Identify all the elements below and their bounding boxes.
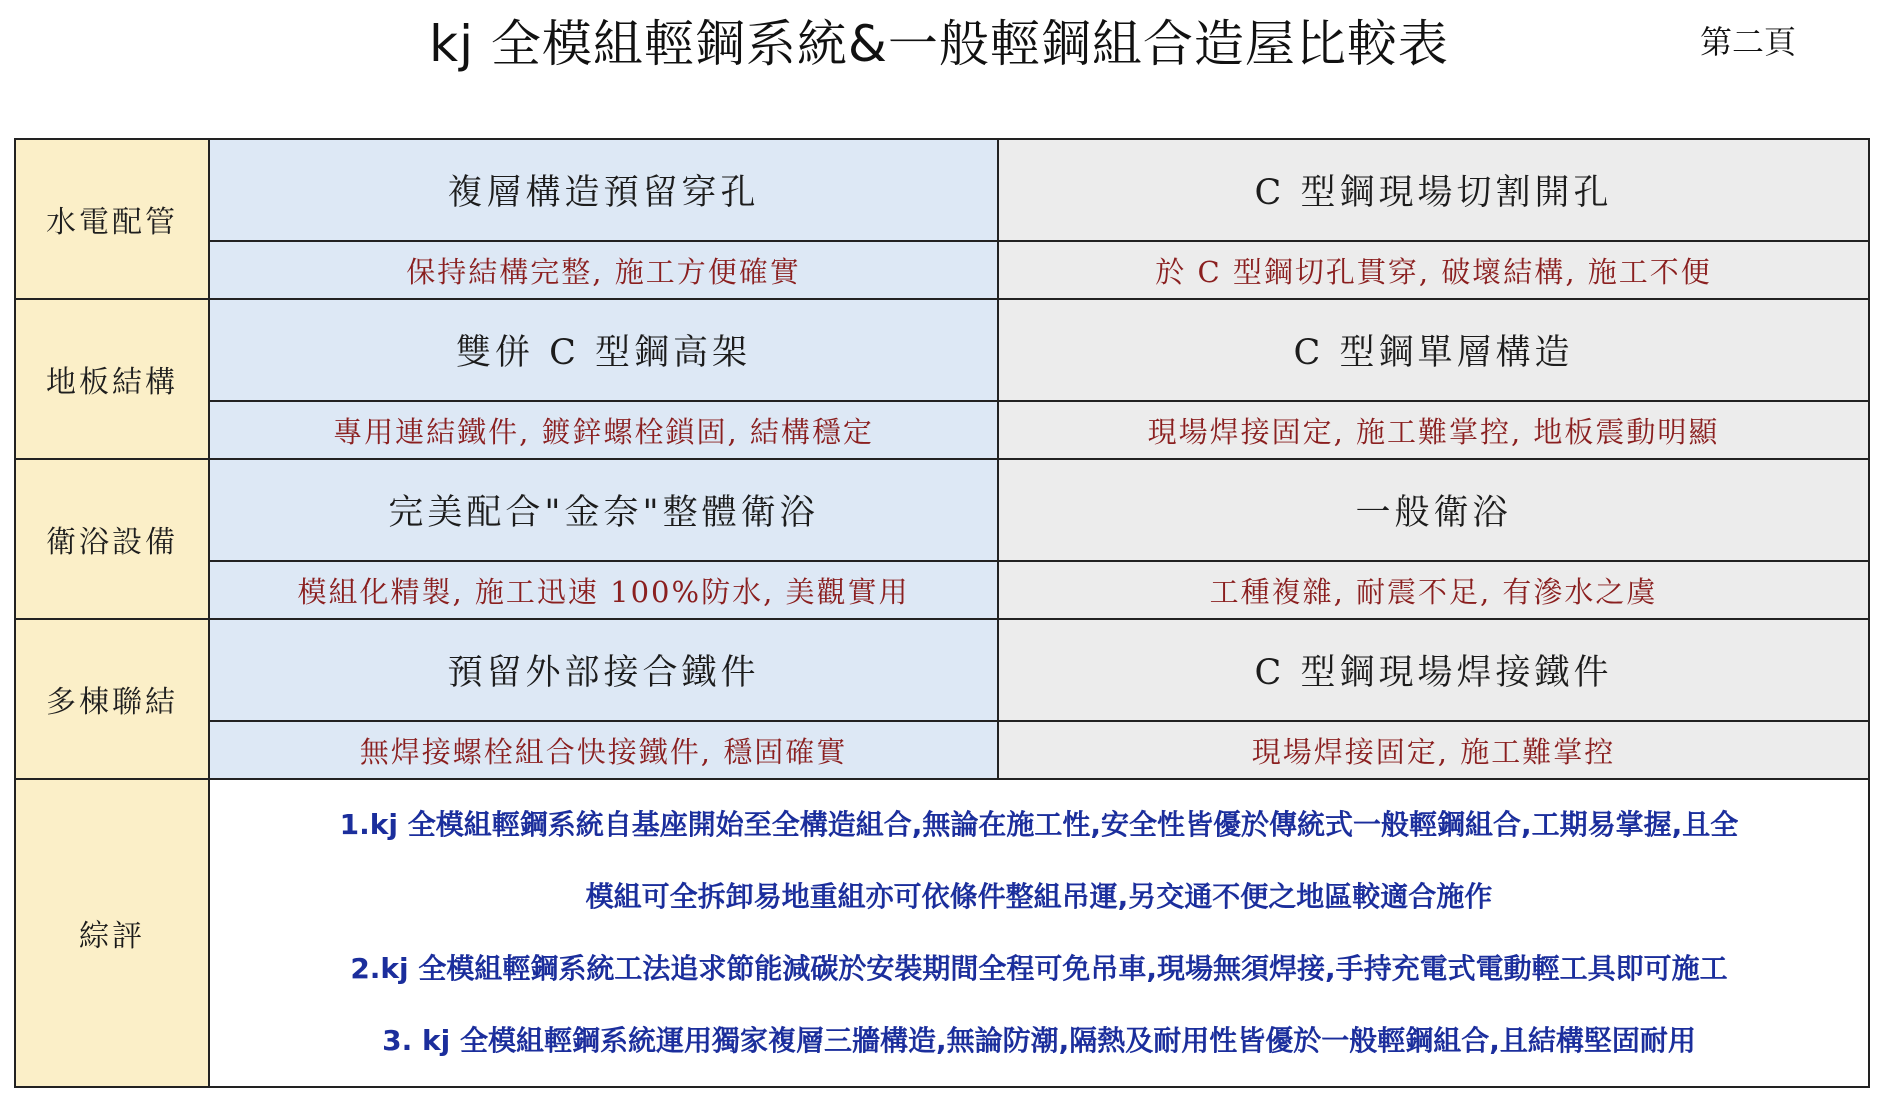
table-row: [15, 619, 1869, 721]
kj-note-cell: 無焊接螺栓組合快接鐵件, 穩固確實: [209, 721, 998, 779]
summary-line: 1.kj 全模組輕鋼系統自基座開始至全構造組合,無論在施工性,安全性皆優於傳統式一般輕鋼組合,工期易掌握,且全: [339, 808, 1739, 841]
kj-note-cell: 專用連結鐵件, 鍍鋅螺栓鎖固, 結構穩定: [209, 401, 998, 459]
kj-note-cell: 保持結構完整, 施工方便確實: [209, 241, 998, 299]
general-note-cell: 於 C 型鋼切孔貫穿, 破壞結構, 施工不便: [998, 241, 1869, 299]
general-feature-cell: C 型鋼現場切割開孔: [998, 139, 1869, 241]
category-cell: 水電配管: [15, 139, 209, 299]
kj-feature-cell: 預留外部接合鐵件: [209, 619, 998, 721]
table-row: [15, 241, 1869, 299]
table-row: [15, 139, 1869, 241]
summary-text: [209, 779, 1869, 1087]
table-row: [15, 401, 1869, 459]
kj-feature-cell: 完美配合"金奈"整體衛浴: [209, 459, 998, 561]
table-row: [15, 459, 1869, 561]
general-note-cell: 現場焊接固定, 施工難掌控: [998, 721, 1869, 779]
table-row: [15, 561, 1869, 619]
summary-label: 綜評: [15, 779, 209, 1087]
general-note-cell: 現場焊接固定, 施工難掌控, 地板震動明顯: [998, 401, 1869, 459]
general-feature-cell: C 型鋼單層構造: [998, 299, 1869, 401]
kj-note-cell: 模組化精製, 施工迅速 100%防水, 美觀實用: [209, 561, 998, 619]
category-cell: 多棟聯結: [15, 619, 209, 779]
general-feature-cell: 一般衛浴: [998, 459, 1869, 561]
general-feature-cell: C 型鋼現場焊接鐵件: [998, 619, 1869, 721]
table-row: [15, 299, 1869, 401]
page-number: 第二頁: [1700, 23, 1797, 61]
category-cell: 地板結構: [15, 299, 209, 459]
summary-line: 3. kj 全模組輕鋼系統運用獨家複層三牆構造,無論防潮,隔熱及耐用性皆優於一般輕鋼組合,且結構堅固耐用: [382, 1024, 1696, 1057]
table-row: [15, 721, 1869, 779]
kj-feature-cell: 雙併 C 型鋼高架: [209, 299, 998, 401]
summary-line: 2.kj 全模組輕鋼系統工法追求節能減碳於安裝期間全程可免吊車,現場無須焊接,手持充電式電動輕工具即可施工: [350, 952, 1728, 985]
summary-line: 模組可全拆卸易地重組亦可依條件整組吊運,另交通不便之地區較適合施作: [585, 880, 1493, 913]
general-note-cell: 工種複雜, 耐震不足, 有滲水之虞: [998, 561, 1869, 619]
category-cell: 衛浴設備: [15, 459, 209, 619]
page-title: kj 全模組輕鋼系統&一般輕鋼組合造屋比較表: [429, 15, 1449, 73]
comparison-table: [14, 138, 1870, 1088]
summary-row: [15, 779, 1869, 1087]
kj-feature-cell: 複層構造預留穿孔: [209, 139, 998, 241]
